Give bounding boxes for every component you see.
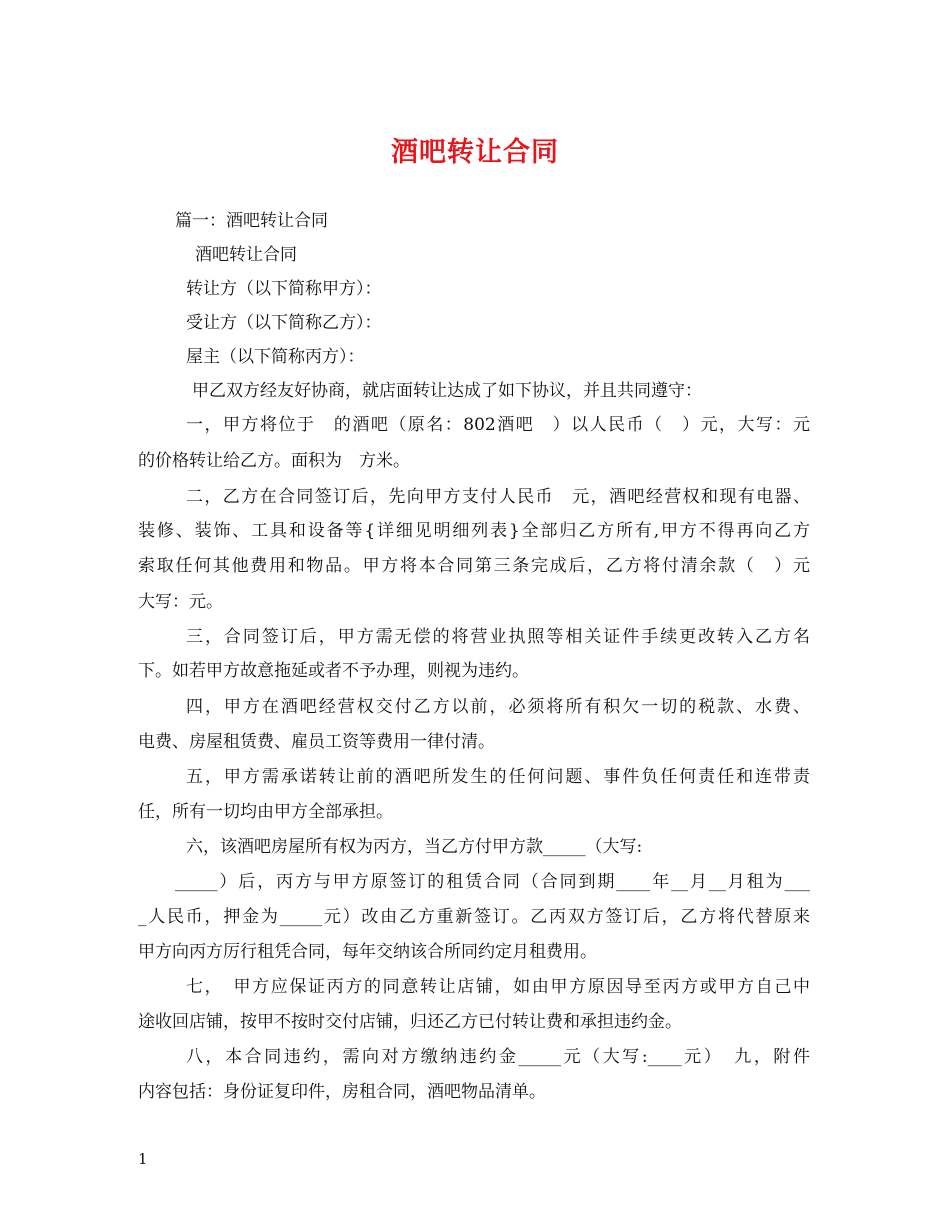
clause-6-line-4: 甲方向丙方厉行租凭合同，每年交纳该合所同约定月租费用。 xyxy=(138,942,597,962)
party-transferee: 受让方（以下简称乙方）： xyxy=(186,313,382,333)
clause-6-line-1: 六，该酒吧房屋所有权为丙方，当乙方付甲方款_____（大写: xyxy=(186,837,643,857)
clause-6-line-2: _____）后，丙方与甲方原签订的租赁合同（合同到期____年__月__月租为___ xyxy=(175,872,810,892)
party-landlord: 屋主（以下简称丙方）： xyxy=(186,347,365,367)
clause-1-line-1: 一，甲方将位于 的酒吧（原名：802酒吧 ）以人民币（ ）元，大写：元 xyxy=(186,415,810,435)
clause-4-line-2: 电费、房屋租赁费、雇员工资等费用一律付清。 xyxy=(138,732,495,752)
clause-2-line-3: 索取任何其他费用和物品。甲方将本合同第三条完成后，乙方将付清余款（ ）元 xyxy=(138,556,810,576)
clause-8-line-2: 内容包括：身份证复印件，房租合同，酒吧物品清单。 xyxy=(138,1082,546,1102)
clause-8-line-1: 八，本合同违约，需向对方缴纳违约金_____元（大写:____元） 九，附件 xyxy=(186,1047,810,1067)
preamble: 甲乙双方经友好协商，就店面转让达成了如下协议，并且共同遵守： xyxy=(192,381,702,401)
page-number: 1 xyxy=(138,1150,148,1168)
clause-1-line-2: 的价格转让给乙方。面积为 方米。 xyxy=(138,451,410,471)
contract-subtitle: 酒吧转让合同 xyxy=(195,245,297,265)
clause-3-line-1: 三，合同签订后，甲方需无偿的将营业执照等相关证件手续更改转入乙方名 xyxy=(186,627,810,647)
clause-3-line-2: 下。如若甲方故意拖延或者不予办理，则视为违约。 xyxy=(138,661,529,681)
clause-2-line-2: 装修、装饰、工具和设备等{详细见明细列表}全部归乙方所有,甲方不得再向乙方 xyxy=(138,521,810,541)
clause-6-line-3: _人民币，押金为_____元）改由乙方重新签订。乙丙双方签订后，乙方将代替原来 xyxy=(138,907,810,927)
clause-2-line-1: 二，乙方在合同签订后，先向甲方支付人民币 元，酒吧经营权和现有电器、 xyxy=(186,487,810,507)
clause-5-line-1: 五，甲方需承诺转让前的酒吧所发生的任何问题、事件负任何责任和连带责 xyxy=(186,767,810,787)
section-heading: 篇一：酒吧转让合同 xyxy=(175,211,328,231)
clause-7-line-1: 七， 甲方应保证丙方的同意转让店铺，如由甲方原因导至丙方或甲方自己中 xyxy=(186,977,810,997)
clause-5-line-2: 任，所有一切均由甲方全部承担。 xyxy=(138,802,393,822)
clause-2-line-4: 大写：元。 xyxy=(138,592,223,612)
clause-7-line-2: 途收回店铺，按甲不按时交付店铺，归还乙方已付转让费和承担违约金。 xyxy=(138,1012,682,1032)
document-title: 酒吧转让合同 xyxy=(391,137,559,168)
clause-4-line-1: 四，甲方在酒吧经营权交付乙方以前，必须将所有积欠一切的税款、水费、 xyxy=(186,697,810,717)
party-transferor: 转让方（以下简称甲方）： xyxy=(186,279,382,299)
